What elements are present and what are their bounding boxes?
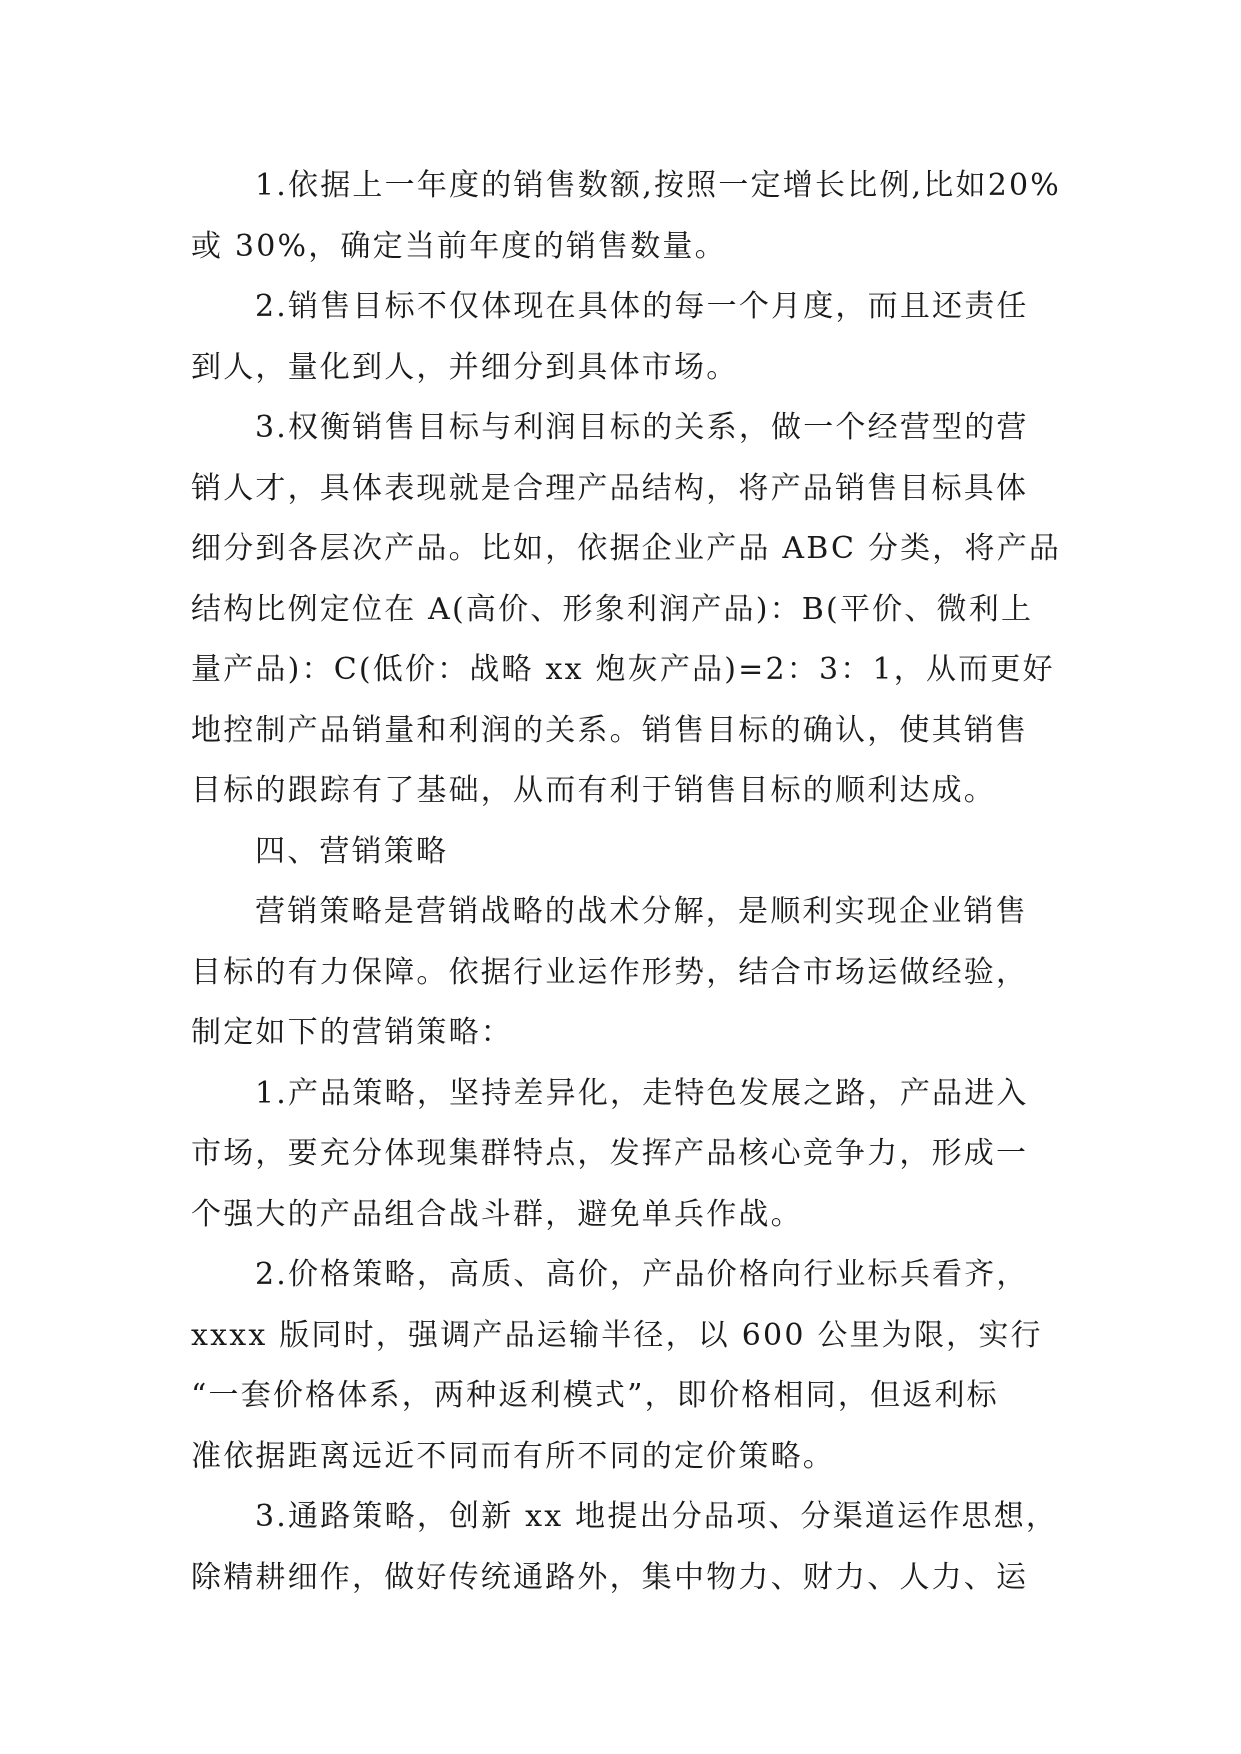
paragraph-line: 2.价格策略，高质、高价，产品价格向行业标兵看齐， — [255, 1257, 1029, 1292]
paragraph-line: 或 30%，确定当前年度的销售数量。 — [191, 228, 727, 264]
paragraph-line: 个强大的产品组合战斗群，避免单兵作战。 — [191, 1196, 803, 1232]
paragraph-line: 2.销售目标不仅体现在具体的每一个月度，而且还责任 — [255, 289, 1029, 324]
paragraph-line: 3.权衡销售目标与利润目标的关系，做一个经营型的营 — [255, 410, 1029, 445]
document-body — [191, 156, 1071, 1608]
paragraph-line: 细分到各层次产品。比如，依据企业产品 ABC 分类，将产品 — [191, 531, 1062, 566]
paragraph-line: 销人才，具体表现就是合理产品结构，将产品销售目标具体 — [191, 470, 1029, 506]
paragraph-line: 市场，要充分体现集群特点，发挥产品核心竞争力，形成一 — [191, 1136, 1029, 1171]
paragraph-line: 结构比例定位在 A(高价、形象利润产品)：B(平价、微利上 — [191, 591, 1034, 627]
paragraph-line: 3.通路策略，创新 xx 地提出分品项、分渠道运作思想， — [255, 1499, 1059, 1534]
section-heading: 四、营销策略 — [255, 833, 449, 869]
paragraph-line: 制定如下的营销策略： — [191, 1015, 513, 1050]
paragraph-line: 地控制产品销量和利润的关系。销售目标的确认，使其销售 — [191, 712, 1029, 748]
paragraph-line: 准依据距离远近不同而有所不同的定价策略。 — [191, 1438, 835, 1474]
paragraph-line: 量产品)：C(低价：战略 xx 炮灰产品)=2：3：1，从而更好 — [191, 652, 1055, 687]
paragraph-line: 1.产品策略，坚持差异化，走特色发展之路，产品进入 — [255, 1075, 1029, 1111]
paragraph-line: xxxx 版同时，强调产品运输半径，以 600 公里为限，实行 — [191, 1317, 1043, 1353]
paragraph-line: 目标的跟踪有了基础，从而有利于销售目标的顺利达成。 — [191, 773, 996, 808]
paragraph-line: 到人，量化到人，并细分到具体市场。 — [191, 349, 739, 385]
paragraph-line: 目标的有力保障。依据行业运作形势，结合市场运做经验， — [191, 954, 1029, 990]
paragraph-line: 营销策略是营销战略的战术分解，是顺利实现企业销售 — [255, 894, 1028, 929]
paragraph-line: 除精耕细作，做好传统通路外，集中物力、财力、人力、运 — [191, 1559, 1029, 1595]
paragraph-line: 1.依据上一年度的销售数额,按照一定增长比例,比如20% — [255, 168, 1061, 203]
paragraph-line: “一套价格体系，两种返利模式”，即价格相同，但返利标 — [191, 1378, 999, 1413]
